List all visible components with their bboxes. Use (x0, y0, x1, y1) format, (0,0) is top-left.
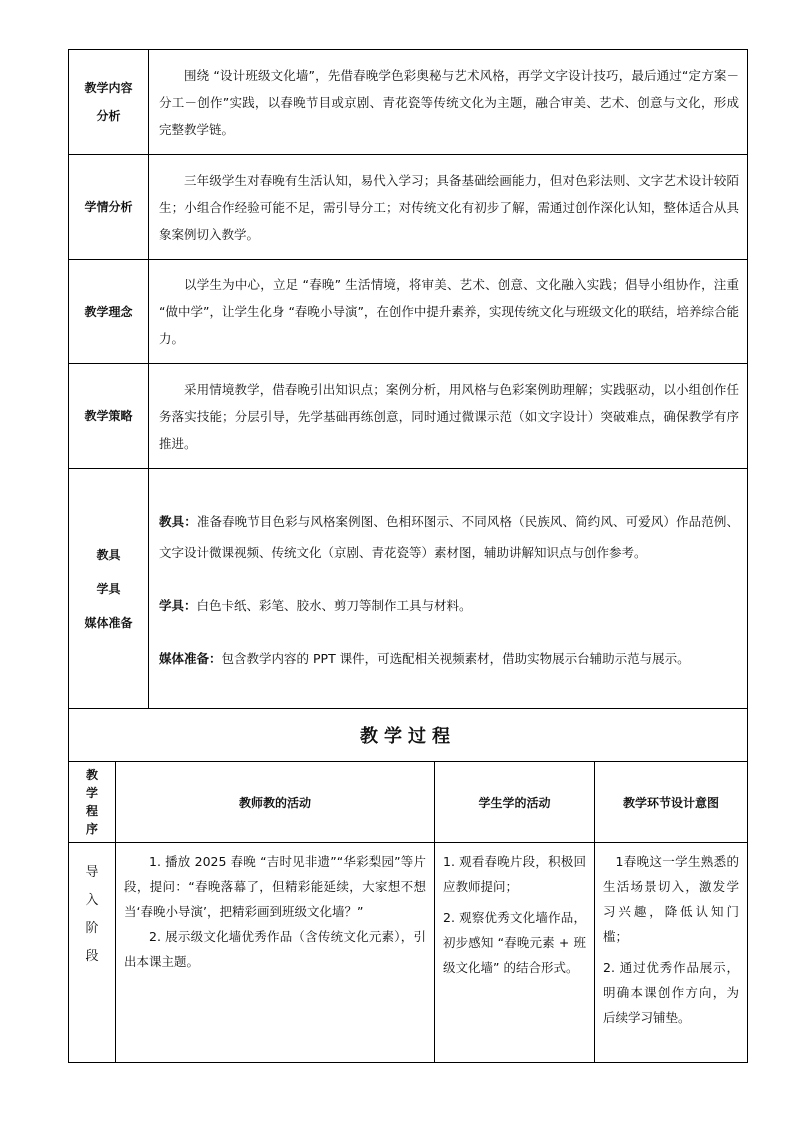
tools-label: 教具： (159, 513, 197, 529)
table-row (69, 50, 748, 155)
table-row (69, 260, 748, 364)
row-label (69, 50, 149, 155)
row-label (69, 469, 149, 709)
stage-header (69, 762, 116, 843)
tools-text: 准备春晚节目色彩与风格案例图、色相环图示、不同风格（民族风、简约风、可爱风）作品范例、文字设计微课视频、传统文化（京剧、青花瓷等）素材图，辅助讲解知识点与创作参考。 (159, 513, 739, 560)
stage-char: 入 (85, 893, 99, 908)
label-line: 教学理念 (84, 304, 133, 319)
label-line: 学具 (96, 581, 121, 596)
header-char: 程 (85, 804, 98, 818)
list-item: 2. 展示级文化墙优秀作品（含传统文化元素），引出本课主题。 (124, 929, 426, 969)
content-analysis-cell (149, 50, 748, 155)
list-item: 1. 播放 2025 春晚 “吉时见非遗”“华彩梨园”等片段，提问：“春晚落幕了，但精彩能延续，大家想不想当‘春晚小导演’，把精彩画到班级文化墙？” (124, 854, 426, 919)
label-line: 教具 (96, 547, 121, 562)
paragraph: 三年级学生对春晚有生活认知，易代入学习；具备基础绘画能力，但对色彩法则、文字艺术设计较陌生；小组合作经验可能不足，需引导分工；对传统文化有初步了解，需通过创作深化认知，整体适合从具象案例切入教学。 (159, 172, 739, 242)
list-item: 1. 观看春晚片段，积极回应教师提问； (443, 854, 586, 894)
student-tools-text: 白色卡纸、彩笔、胶水、剪刀等制作工具与材料。 (196, 597, 472, 613)
table-row (69, 709, 748, 762)
label-line: 教学内容 (84, 81, 133, 95)
label-line: 学情分析 (84, 200, 133, 214)
table-row (69, 843, 748, 1063)
media-label: 媒体准备： (159, 650, 222, 666)
row-label (69, 155, 149, 260)
design-intent-cell (595, 843, 748, 1063)
section-title: 教学过程 (69, 709, 748, 762)
teaching-strategy-cell (149, 364, 748, 469)
teaching-philosophy-cell (149, 260, 748, 364)
row-label (69, 364, 149, 469)
lesson-plan-document (68, 49, 747, 1063)
table-row (69, 364, 748, 469)
header-char: 教 (85, 768, 98, 782)
label-line: 媒体准备 (84, 615, 133, 630)
header-row (69, 762, 748, 843)
teacher-activity-cell (116, 843, 435, 1063)
student-tools-label: 学具： (159, 597, 197, 613)
resources-cell (149, 469, 748, 709)
list-item: 2. 观察优秀文化墙作品，初步感知 “春晚元素 + 班级文化墙” 的结合形式。 (443, 910, 586, 975)
list-item: 2. 通过优秀作品展示，明确本课创作方向，为后续学习铺垫。 (603, 960, 739, 1025)
spacer (159, 621, 739, 643)
lesson-analysis-table (68, 49, 748, 709)
stage-char: 导 (85, 865, 99, 880)
tools-paragraph (159, 504, 739, 568)
design-intent-header: 教学环节设计意图 (595, 762, 748, 843)
paragraph: 围绕 “设计班级文化墙”，先借春晚学色彩奥秘与艺术风格，再学文字设计技巧，最后通过“定方案－分工－创作”实践，以春晚节目或京剧、青花瓷等传统文化为主题，融合审美、艺术、创意与文化，形成完整教学链。 (159, 67, 739, 137)
header-char: 序 (85, 822, 98, 836)
table-row (69, 155, 748, 260)
teacher-activity-header: 教师教的活动 (116, 762, 435, 843)
spacer (159, 568, 739, 590)
student-analysis-cell (149, 155, 748, 260)
stage-char: 段 (85, 949, 99, 964)
table-row (69, 469, 748, 709)
label-line: 分析 (96, 109, 121, 123)
stage-cell (69, 843, 116, 1063)
stage-char: 阶 (85, 921, 99, 936)
media-paragraph (159, 643, 739, 674)
paragraph: 以学生为中心，立足 “春晚” 生活情境，将审美、艺术、创意、文化融入实践；倡导小组协作，注重 “做中学”，让学生化身 “春晚小导演”，在创作中提升素养，实现传统文化与班级文化的联结，培养综合能力。 (159, 277, 739, 346)
header-char: 学 (85, 786, 98, 800)
label-line: 教学策略 (84, 409, 133, 423)
row-label (69, 260, 149, 364)
paragraph: 采用情境教学，借春晚引出知识点；案例分析，用风格与色彩案例助理解；实践驱动，以小组创作任务落实技能；分层引导，先学基础再练创意，同时通过微课示范（如文字设计）突破难点，确保教学有序推进。 (159, 381, 739, 451)
list-item: 1春晚这一学生熟悉的生活场景切入，激发学习兴趣，降低认知门槛； (603, 854, 739, 944)
student-activity-cell (435, 843, 595, 1063)
student-tools-paragraph (159, 590, 739, 621)
media-text: 包含教学内容的 PPT 课件，可选配相关视频素材，借助实物展示台辅助示范与展示。 (221, 650, 690, 666)
student-activity-header: 学生学的活动 (435, 762, 595, 843)
teaching-process-table (68, 708, 748, 1063)
